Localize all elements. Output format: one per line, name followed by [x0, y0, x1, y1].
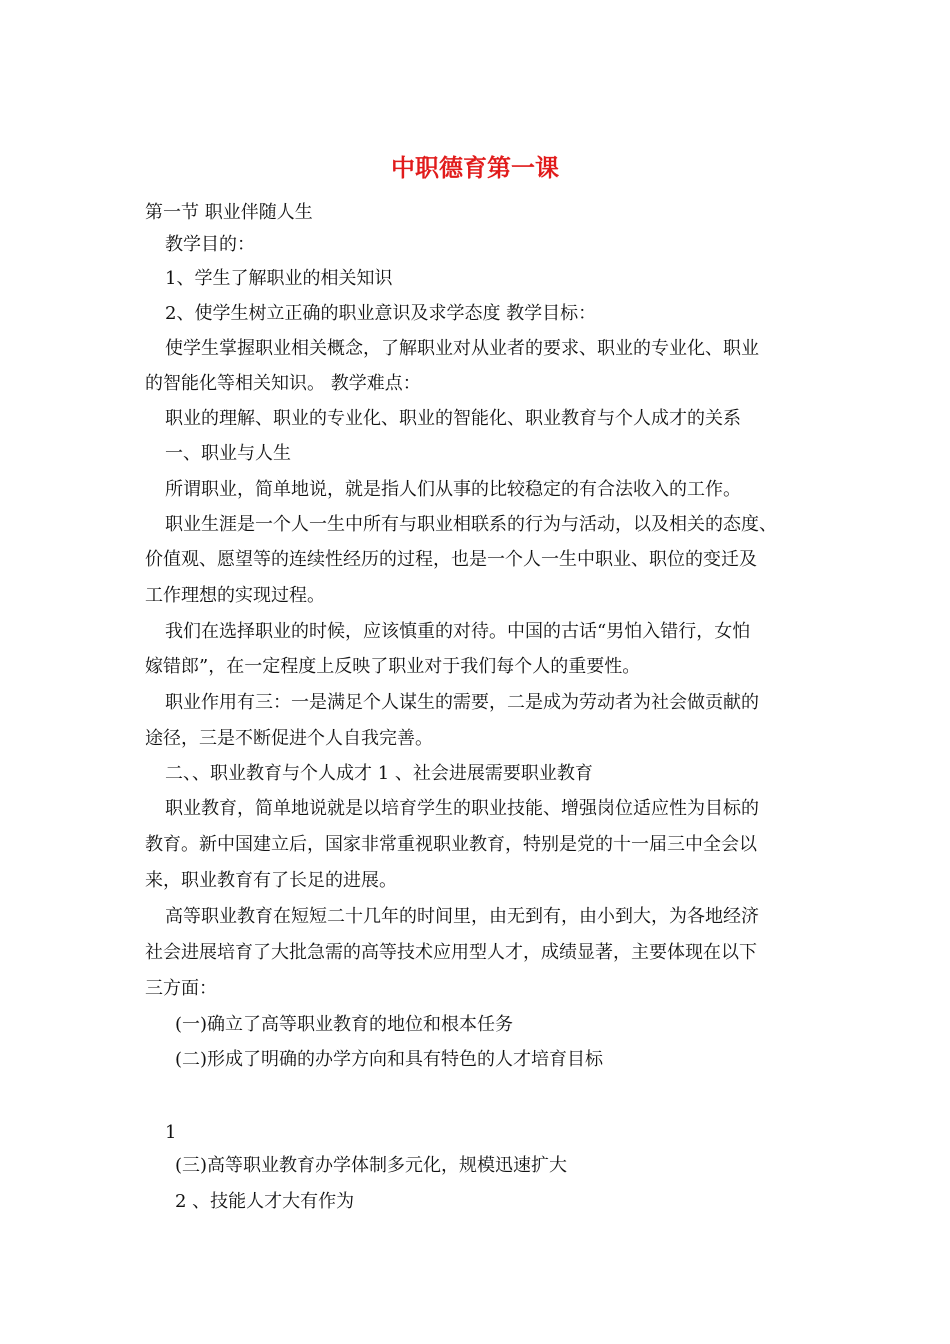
paragraph-line: 职业作用有三：一是满足个人谋生的需要，二是成为劳动者为社会做贡献的	[165, 692, 759, 713]
subsection-heading: 2 、技能人才大有作为	[175, 1191, 355, 1212]
paragraph-line: 2、使学生树立正确的职业意识及求学态度 教学目标：	[165, 303, 597, 324]
paragraph-line: 使学生掌握职业相关概念，了解职业对从业者的要求、职业的专业化、职业	[165, 338, 759, 359]
paragraph-line: 职业的理解、职业的专业化、职业的智能化、职业教育与个人成才的关系	[165, 408, 741, 429]
document-title: 中职德育第一课	[391, 153, 559, 182]
paragraph-line: 社会进展培育了大批急需的高等技术应用型人才，成绩显著，主要体现在以下	[145, 942, 757, 963]
section-heading: 第一节 职业伴随人生	[145, 202, 313, 223]
subsection-heading: 一、职业与人生	[165, 443, 291, 464]
paragraph-line: 教学目的：	[165, 234, 255, 255]
paragraph-line: 职业教育，简单地说就是以培育学生的职业技能、增强岗位适应性为目标的	[165, 798, 759, 819]
paragraph-line: 来，职业教育有了长足的进展。	[145, 870, 397, 891]
paragraph-line: 教育。新中国建立后，国家非常重视职业教育，特别是党的十一届三中全会以	[145, 834, 757, 855]
list-item: (二)形成了明确的办学方向和具有特色的人才培育目标	[175, 1049, 604, 1070]
paragraph-line: 所谓职业，简单地说，就是指人们从事的比较稳定的有合法收入的工作。	[165, 479, 741, 500]
paragraph-line: 三方面：	[145, 978, 217, 999]
paragraph-line: 职业生涯是一个人一生中所有与职业相联系的行为与活动，以及相关的态度、	[165, 514, 777, 535]
list-item: (一)确立了高等职业教育的地位和根本任务	[175, 1014, 514, 1035]
subsection-heading: 二、、职业教育与个人成才 1 、社会进展需要职业教育	[165, 763, 593, 784]
paragraph-line: 工作理想的实现过程。	[145, 585, 325, 606]
paragraph-line: 嫁错郎”，在一定程度上反映了职业对于我们每个人的重要性。	[145, 656, 641, 677]
paragraph-line: 的智能化等相关知识。 教学难点：	[145, 373, 421, 394]
paragraph-line: 高等职业教育在短短二十几年的时间里，由无到有，由小到大，为各地经济	[165, 906, 759, 927]
paragraph-line: 我们在选择职业的时候，应该慎重的对待。中国的古话“男怕入错行，女怕	[165, 621, 751, 642]
list-item: (三)高等职业教育办学体制多元化，规模迅速扩大	[175, 1155, 568, 1176]
paragraph-line: 途径，三是不断促进个人自我完善。	[145, 728, 433, 749]
page-number: 1	[165, 1122, 177, 1143]
paragraph-line: 价值观、愿望等的连续性经历的过程，也是一个人一生中职业、职位的变迁及	[145, 549, 757, 570]
paragraph-line: 1、学生了解职业的相关知识	[165, 268, 393, 289]
